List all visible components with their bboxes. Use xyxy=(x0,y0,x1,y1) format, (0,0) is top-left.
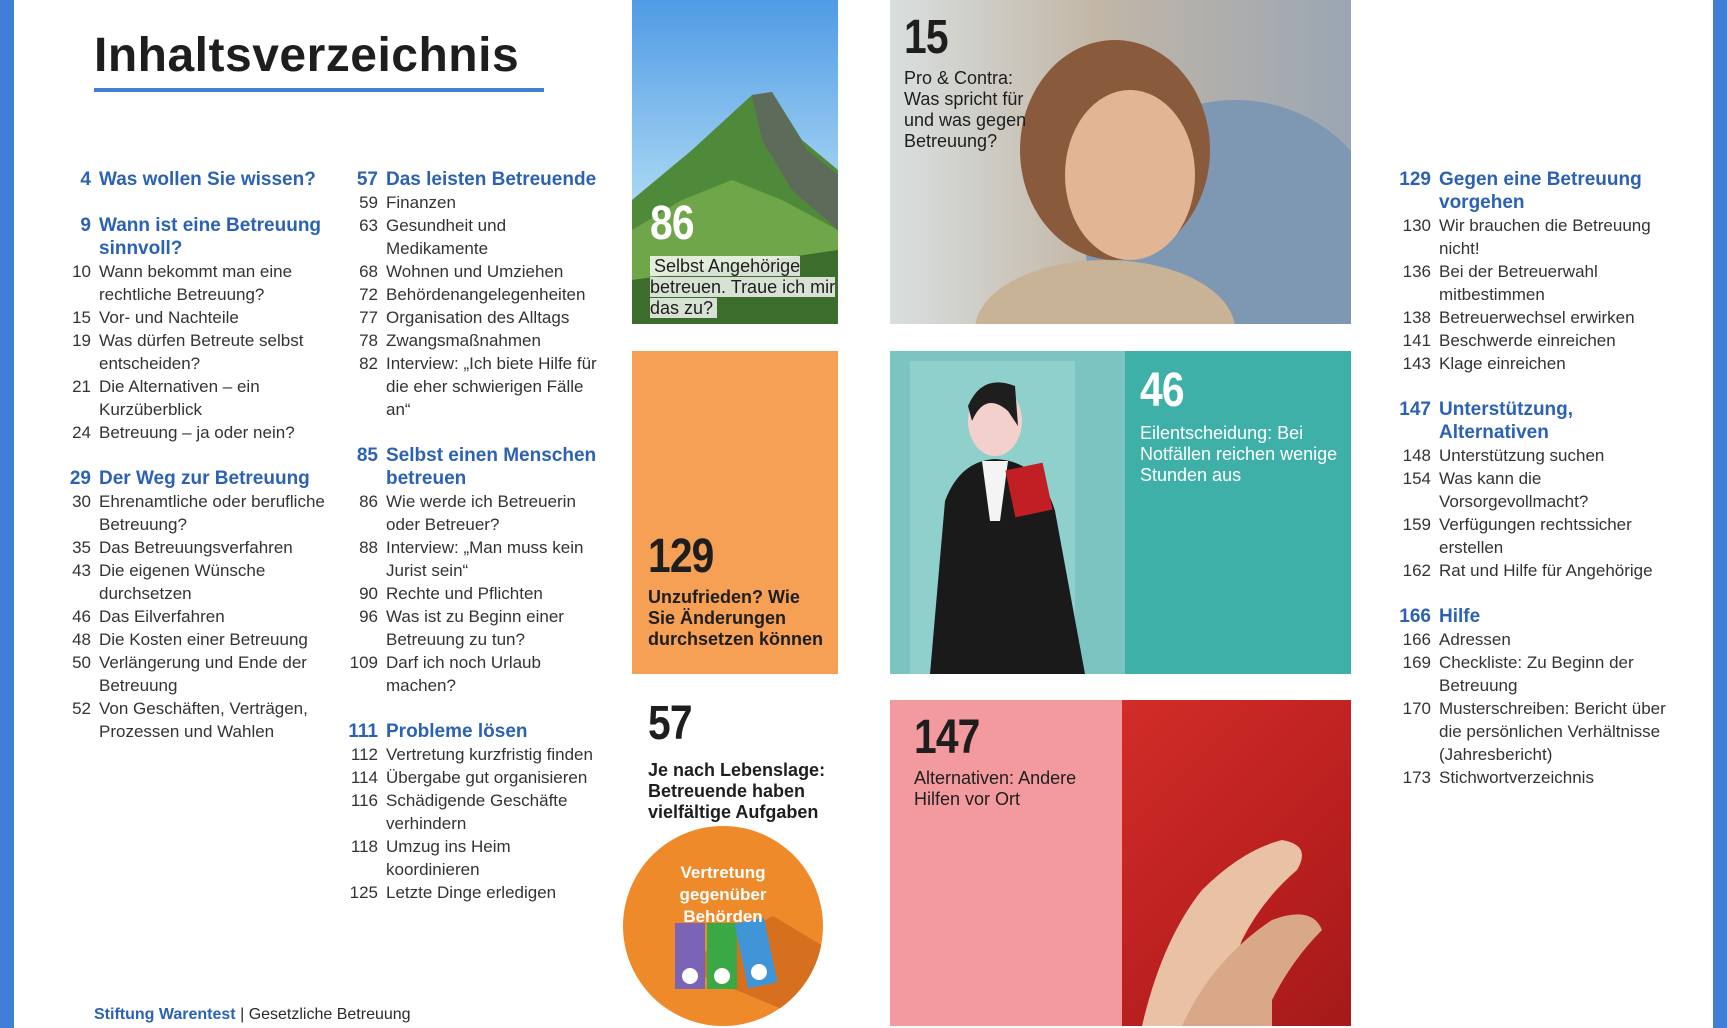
section-title: Das leisten Betreuende xyxy=(386,169,597,190)
toc-entry[interactable] xyxy=(1384,306,1674,329)
toc-entry[interactable] xyxy=(334,766,604,789)
orange-caption: Unzufrieden? Wie Sie Änderungen durchsetzen können xyxy=(648,587,824,649)
entry-page-number: 43 xyxy=(72,561,91,580)
section-page-number: 147 xyxy=(1399,399,1431,420)
folders-badge-label: Vertretung gegenüber Behörden xyxy=(679,863,767,926)
tasks-teaser[interactable] xyxy=(648,697,848,823)
toc-section-heading[interactable] xyxy=(58,214,328,260)
section-page-number: 9 xyxy=(80,215,91,236)
entry-page-number: 170 xyxy=(1402,699,1431,718)
entry-page-number: 112 xyxy=(350,745,378,764)
toc-section-heading[interactable] xyxy=(58,467,328,490)
lawyer-caption: Eilentscheidung: Bei Notfällen reichen wenige Stunden aus xyxy=(1140,423,1338,485)
section-title: Unterstützung, Alternativen xyxy=(1439,399,1574,443)
toc-section-heading[interactable] xyxy=(1384,168,1674,214)
entry-title: Die Alternativen – ein Kurzüberblick xyxy=(99,377,260,419)
entry-page-number: 143 xyxy=(1402,354,1431,373)
footer-brand[interactable]: Stiftung Warentest xyxy=(94,1006,236,1023)
toc-entry[interactable] xyxy=(58,536,328,559)
pink-page-number: 147 xyxy=(914,711,980,764)
section-page-number: 166 xyxy=(1399,606,1431,627)
entry-title: Zwangsmaßnahmen xyxy=(386,331,541,350)
entry-title: Musterschreiben: Bericht über die persönlichen Verhältnisse (Jahresbericht) xyxy=(1439,699,1666,764)
entry-page-number: 21 xyxy=(72,377,91,396)
toc-entry[interactable] xyxy=(1384,628,1674,651)
lawyer-teaser-tile[interactable] xyxy=(890,351,1351,674)
toc-entry[interactable] xyxy=(334,651,604,697)
couple-page-number: 15 xyxy=(904,11,948,64)
section-page-number: 111 xyxy=(348,721,378,742)
entry-title: Verfügungen rechtssicher erstellen xyxy=(1439,515,1632,557)
entry-title: Die eigenen Wünsche durchsetzen xyxy=(99,561,266,603)
mountain-page-number: 86 xyxy=(650,197,694,250)
entry-page-number: 52 xyxy=(72,699,91,718)
entry-page-number: 136 xyxy=(1402,262,1431,281)
toc-entry[interactable] xyxy=(1384,260,1674,306)
toc-entry[interactable] xyxy=(334,306,604,329)
hands-illustration xyxy=(1122,700,1351,1026)
toc-section xyxy=(334,168,604,421)
entry-title: Rechte und Pflichten xyxy=(386,584,543,603)
orange-teaser-tile[interactable] xyxy=(632,351,838,674)
toc-section-heading[interactable] xyxy=(334,720,604,743)
couple-caption: Pro & Contra: Was spricht für und was gegen Betreuung? xyxy=(904,68,1027,151)
toc-entry[interactable] xyxy=(58,260,328,306)
entry-title: Darf ich noch Urlaub machen? xyxy=(386,653,541,695)
entry-title: Vertretung kurzfristig finden xyxy=(386,745,593,764)
footer xyxy=(94,1006,411,1024)
lawyer-page-number: 46 xyxy=(1140,364,1184,417)
entry-title: Organisation des Alltags xyxy=(386,308,570,327)
toc-section xyxy=(334,720,604,904)
pink-teaser-tile[interactable] xyxy=(890,700,1351,1026)
toc-entry[interactable] xyxy=(1384,697,1674,766)
entry-page-number: 125 xyxy=(349,883,378,902)
entry-title: Unterstützung suchen xyxy=(1439,446,1605,465)
toc-entry[interactable] xyxy=(334,283,604,306)
toc-entry[interactable] xyxy=(58,329,328,375)
section-title: Wann ist eine Betreuung sinnvoll? xyxy=(99,215,322,259)
toc-section xyxy=(1384,398,1674,582)
hands-photo-panel xyxy=(1122,700,1351,1026)
entry-title: Das Eilverfahren xyxy=(99,607,225,626)
entry-title: Schädigende Geschäfte verhindern xyxy=(386,791,568,833)
entry-page-number: 166 xyxy=(1402,630,1431,649)
entry-page-number: 59 xyxy=(359,193,378,212)
orange-page-number: 129 xyxy=(648,530,714,583)
toc-section-heading[interactable] xyxy=(1384,398,1674,444)
entry-title: Vor- und Nachteile xyxy=(99,308,239,327)
entry-page-number: 162 xyxy=(1402,561,1431,580)
toc-entry[interactable] xyxy=(334,835,604,881)
entry-title: Finanzen xyxy=(386,193,456,212)
entry-page-number: 130 xyxy=(1402,216,1431,235)
section-title: Probleme lösen xyxy=(386,721,528,742)
folders-badge xyxy=(623,826,823,1026)
toc-entry[interactable] xyxy=(334,260,604,283)
section-page-number: 129 xyxy=(1399,169,1431,190)
toc-section xyxy=(1384,168,1674,375)
entry-page-number: 116 xyxy=(350,791,378,810)
entry-page-number: 148 xyxy=(1402,446,1431,465)
entry-title: Rat und Hilfe für Angehörige xyxy=(1439,561,1653,580)
entry-title: Das Betreuungsverfahren xyxy=(99,538,293,557)
lawyer-illustration xyxy=(890,351,1125,674)
entry-title: Von Geschäften, Verträgen, Prozessen und Wahlen xyxy=(99,699,308,741)
entry-title: Übergabe gut organisieren xyxy=(386,768,588,787)
toc-column-2 xyxy=(334,168,604,927)
entry-title: Wann bekommt man eine rechtliche Betreuung? xyxy=(99,262,293,304)
section-page-number: 57 xyxy=(356,169,378,190)
page-title: Inhaltsverzeichnis xyxy=(94,29,520,82)
entry-page-number: 19 xyxy=(72,331,91,350)
entry-title: Was dürfen Betreute selbst entscheiden? xyxy=(99,331,304,373)
toc-entry[interactable] xyxy=(58,559,328,605)
entry-title: Betreuerwechsel erwirken xyxy=(1439,308,1635,327)
section-page-number: 29 xyxy=(69,468,91,489)
entry-title: Interview: „Ich biete Hilfe für die eher schwierigen Fälle an“ xyxy=(386,354,597,419)
toc-entry[interactable] xyxy=(58,306,328,329)
entry-title: Behördenangelegenheiten xyxy=(386,285,586,304)
section-title: Gegen eine Betreuung vorgehen xyxy=(1439,169,1642,213)
entry-page-number: 15 xyxy=(72,308,91,327)
toc-entry[interactable] xyxy=(334,582,604,605)
toc-section xyxy=(58,467,328,743)
entry-page-number: 35 xyxy=(72,538,91,557)
toc-entry[interactable] xyxy=(334,536,604,582)
mountain-caption-text: Selbst Angehörige betreuen. Traue ich mir das zu? xyxy=(650,256,836,318)
entry-page-number: 72 xyxy=(359,285,378,304)
toc-entry[interactable] xyxy=(334,352,604,421)
section-title: Der Weg zur Betreuung xyxy=(99,468,310,489)
couple-photo-illustration xyxy=(890,0,1351,324)
entry-page-number: 141 xyxy=(1402,331,1431,350)
entry-page-number: 48 xyxy=(72,630,91,649)
toc-entry[interactable] xyxy=(1384,214,1674,260)
entry-page-number: 159 xyxy=(1402,515,1431,534)
entry-page-number: 63 xyxy=(359,216,378,235)
entry-page-number: 88 xyxy=(359,538,378,557)
toc-entry[interactable] xyxy=(58,375,328,421)
section-title: Selbst einen Menschen betreuen xyxy=(386,445,597,489)
toc-section-heading[interactable] xyxy=(1384,605,1674,628)
entry-title: Interview: „Man muss kein Jurist sein“ xyxy=(386,538,584,580)
section-page-number: 85 xyxy=(356,445,378,466)
section-page-number: 4 xyxy=(80,169,91,190)
entry-title: Wohnen und Umziehen xyxy=(386,262,564,281)
lawyer-illustration-panel xyxy=(890,351,1125,674)
toc-entry[interactable] xyxy=(334,490,604,536)
toc-entry[interactable] xyxy=(58,651,328,697)
toc-section-heading[interactable] xyxy=(334,168,604,191)
toc-section xyxy=(1384,605,1674,789)
entry-title: Ehrenamtliche oder berufliche Betreuung? xyxy=(99,492,325,534)
entry-page-number: 90 xyxy=(359,584,378,603)
entry-page-number: 154 xyxy=(1402,469,1431,488)
toc-entry[interactable] xyxy=(334,191,604,214)
entry-page-number: 50 xyxy=(72,653,91,672)
entry-title: Letzte Dinge erledigen xyxy=(386,883,557,902)
toc-entry[interactable] xyxy=(334,214,604,260)
couple-photo-tile[interactable] xyxy=(890,0,1351,324)
entry-title: Adressen xyxy=(1439,630,1511,649)
toc-entry[interactable] xyxy=(1384,766,1674,789)
toc-section-heading[interactable] xyxy=(334,444,604,490)
entry-page-number: 173 xyxy=(1402,768,1431,787)
entry-title: Umzug ins Heim koordinieren xyxy=(386,837,511,879)
toc-entry[interactable] xyxy=(58,697,328,743)
toc-column-1 xyxy=(58,168,328,766)
entry-page-number: 114 xyxy=(350,768,378,787)
entry-title: Checkliste: Zu Beginn der Betreuung xyxy=(1439,653,1634,695)
toc-section xyxy=(334,444,604,697)
entry-title: Die Kosten einer Betreuung xyxy=(99,630,308,649)
entry-title: Betreuung – ja oder nein? xyxy=(99,423,295,442)
entry-page-number: 24 xyxy=(72,423,91,442)
toc-entry[interactable] xyxy=(1384,559,1674,582)
toc-entry[interactable] xyxy=(58,421,328,444)
title-underline xyxy=(94,88,544,92)
entry-title: Bei der Betreuerwahl mitbestimmen xyxy=(1439,262,1598,304)
mountain-photo-tile[interactable] xyxy=(632,0,838,324)
toc-section xyxy=(58,214,328,444)
entry-title: Verlängerung und Ende der Betreuung xyxy=(99,653,307,695)
tasks-caption: Je nach Lebenslage: Betreuende haben vielfältige Aufgaben xyxy=(648,760,826,822)
entry-title: Beschwerde einreichen xyxy=(1439,331,1616,350)
toc-entry[interactable] xyxy=(334,881,604,904)
footer-book-title: Gesetzliche Betreuung xyxy=(248,1006,411,1023)
entry-page-number: 10 xyxy=(72,262,91,281)
entry-page-number: 30 xyxy=(72,492,91,511)
entry-title: Klage einreichen xyxy=(1439,354,1566,373)
entry-title: Was kann die Vorsorgevollmacht? xyxy=(1439,469,1589,511)
entry-title: Wir brauchen die Betreuung nicht! xyxy=(1439,216,1651,258)
toc-entry[interactable] xyxy=(1384,513,1674,559)
section-title: Hilfe xyxy=(1439,606,1481,627)
entry-title: Gesundheit und Medikamente xyxy=(386,216,507,258)
entry-page-number: 86 xyxy=(359,492,378,511)
toc-column-4 xyxy=(1384,168,1674,812)
toc-entry[interactable] xyxy=(1384,467,1674,513)
section-title: Was wollen Sie wissen? xyxy=(99,169,316,190)
entry-page-number: 109 xyxy=(349,653,378,672)
footer-separator: | xyxy=(240,1006,245,1023)
entry-page-number: 82 xyxy=(359,354,378,373)
mountain-caption xyxy=(650,256,838,319)
tasks-page-number: 57 xyxy=(648,697,692,750)
toc-section xyxy=(58,168,328,191)
toc-entry[interactable] xyxy=(58,490,328,536)
toc-entry[interactable] xyxy=(1384,651,1674,697)
entry-page-number: 169 xyxy=(1402,653,1431,672)
entry-page-number: 118 xyxy=(350,837,378,856)
entry-page-number: 77 xyxy=(359,308,378,327)
toc-entry[interactable] xyxy=(334,605,604,651)
toc-section-heading[interactable] xyxy=(58,168,328,191)
pink-caption: Alternativen: Andere Hilfen vor Ort xyxy=(914,768,1077,809)
toc-entry[interactable] xyxy=(1384,444,1674,467)
entry-page-number: 78 xyxy=(359,331,378,350)
toc-entry[interactable] xyxy=(58,605,328,628)
toc-entry[interactable] xyxy=(58,628,328,651)
entry-title: Was ist zu Beginn einer Betreuung zu tun? xyxy=(386,607,564,649)
toc-entry[interactable] xyxy=(334,329,604,352)
left-edge-bar xyxy=(0,0,14,1028)
toc-entry[interactable] xyxy=(1384,352,1674,375)
entry-page-number: 96 xyxy=(359,607,378,626)
entry-title: Stichwortverzeichnis xyxy=(1439,768,1594,787)
right-edge-bar xyxy=(1713,0,1727,1028)
toc-entry[interactable] xyxy=(1384,329,1674,352)
toc-entry[interactable] xyxy=(334,789,604,835)
entry-page-number: 46 xyxy=(72,607,91,626)
entry-page-number: 68 xyxy=(359,262,378,281)
entry-title: Wie werde ich Betreuerin oder Betreuer? xyxy=(386,492,576,534)
toc-entry[interactable] xyxy=(334,743,604,766)
entry-page-number: 138 xyxy=(1402,308,1431,327)
